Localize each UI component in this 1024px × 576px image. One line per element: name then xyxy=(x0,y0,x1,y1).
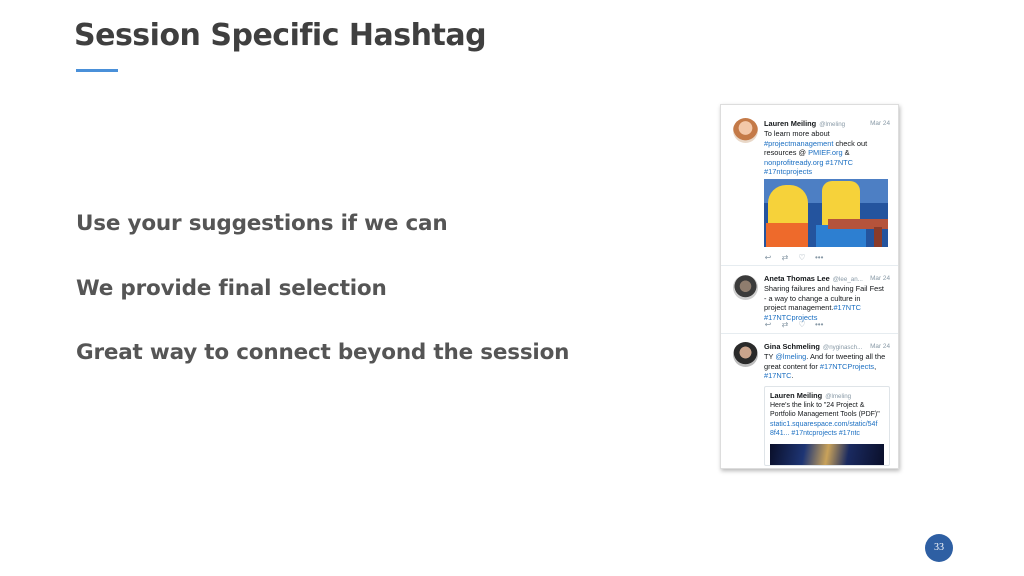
tweet-actions xyxy=(764,321,823,329)
tweet-link: #17ntc xyxy=(838,430,860,437)
avatar xyxy=(733,118,758,143)
cartoon-girl-dress xyxy=(766,223,808,247)
tweet-body xyxy=(764,119,890,247)
bullet-item: Great way to connect beyond the session xyxy=(76,340,570,365)
more-icon: ••• xyxy=(815,320,824,329)
author-handle: @nyginasch... xyxy=(822,344,863,351)
quoted-author-handle: @lmeling xyxy=(825,392,852,400)
tweet-text-line xyxy=(764,129,890,139)
author-name: Gina Schmeling xyxy=(764,342,820,351)
tweet-text xyxy=(764,284,890,322)
cartoon-table-leg xyxy=(874,227,882,247)
avatar xyxy=(733,275,758,300)
tweet-text-segment: resources @ xyxy=(764,148,809,158)
bullet-item: We provide final selection xyxy=(76,275,387,301)
bullet-list xyxy=(76,206,569,400)
tweet-text-line xyxy=(770,410,884,419)
tweet-text-line xyxy=(764,167,890,177)
tweet-text-segment: , xyxy=(874,361,877,371)
tweet-link: #17NTC xyxy=(833,303,861,313)
tweet-text-line xyxy=(764,158,890,168)
tweet-date: Mar 24 xyxy=(870,275,890,282)
tweet-text-line xyxy=(770,420,884,429)
quoted-tweet xyxy=(764,386,890,466)
tweet-text-line xyxy=(770,429,884,438)
retweet-icon: ⇄ xyxy=(781,253,789,262)
tweet-text-line xyxy=(764,352,890,362)
retweet-icon: ⇄ xyxy=(781,320,789,329)
author-name: Aneta Thomas Lee xyxy=(764,274,830,283)
tweet-body xyxy=(764,342,890,466)
tweet-actions xyxy=(764,254,823,262)
tweet-link: PMIEF.org xyxy=(808,148,843,158)
tweet-text-line xyxy=(764,362,890,372)
tweet-link: static1.squarespace.com/static/54f xyxy=(770,420,878,428)
author-handle: @lmeling xyxy=(819,121,846,128)
tweet-header xyxy=(764,342,890,352)
slide-title: Session Specific Hashtag xyxy=(74,18,487,53)
tweet-text-line xyxy=(764,139,890,149)
tweet-date: Mar 24 xyxy=(870,120,890,127)
like-icon: ♡ xyxy=(798,320,806,329)
author-handle: @lee_an... xyxy=(832,276,863,283)
tweet-text-segment: - a way to change a culture in xyxy=(764,293,861,303)
tweet-text-segment: Here's the link to "24 Project & xyxy=(770,401,865,409)
tweet-text-segment: TY xyxy=(764,352,776,361)
reply-icon: ↩ xyxy=(764,253,772,262)
tweet-link: #17NTC xyxy=(825,157,854,167)
reply-icon: ↩ xyxy=(764,320,772,329)
tweet-text xyxy=(764,352,890,381)
author-name: Lauren Meiling xyxy=(764,119,817,128)
more-icon: ••• xyxy=(815,253,824,262)
quoted-author-name: Lauren Meiling xyxy=(770,390,823,400)
tweet-screenshot xyxy=(720,104,899,469)
quoted-tweet-image xyxy=(770,444,884,466)
page-number: 33 xyxy=(925,534,953,562)
tweet-header xyxy=(764,119,890,129)
tweet-text-segment: great content for xyxy=(764,361,820,371)
tweet-text-segment: . And for tweeting all the xyxy=(806,352,886,361)
tweet-link: nonprofitready.org xyxy=(764,157,824,167)
tweet-link: #17ntcprojects xyxy=(764,167,813,177)
tweet-text-segment: project management. xyxy=(764,303,834,313)
tweet-link: 8f41... xyxy=(770,430,792,437)
tweet-text-segment: & xyxy=(842,148,850,158)
tweet xyxy=(721,266,898,334)
tweet-link: #17ntcprojects xyxy=(791,430,837,437)
avatar xyxy=(733,342,758,367)
like-icon: ♡ xyxy=(798,253,806,262)
tweet-text-segment: Portfolio Management Tools (PDF)" xyxy=(770,411,880,419)
tweet xyxy=(721,334,898,469)
tweet-link: @lmeling xyxy=(775,352,807,361)
tweet-text xyxy=(764,129,890,177)
tweet-text-line xyxy=(764,303,890,313)
tweet xyxy=(721,105,898,266)
quoted-tweet-header xyxy=(770,391,884,401)
tweet-text-line xyxy=(764,284,890,294)
tweet-link: #projectmanagement xyxy=(764,138,834,148)
tweet-text-line xyxy=(770,401,884,410)
title-underline xyxy=(76,69,118,72)
tweet-text-line xyxy=(764,148,890,158)
tweet-header xyxy=(764,274,890,284)
tweet-link: #17NTCprojects xyxy=(764,312,818,322)
tweet-text-line xyxy=(764,294,890,304)
tweet-date: Mar 24 xyxy=(870,343,890,350)
bullet-item: Use your suggestions if we can xyxy=(76,211,448,236)
tweet-text-segment: . xyxy=(791,371,794,381)
tweet-link: #17NTC xyxy=(764,371,792,381)
tweet-image xyxy=(764,179,888,247)
tweet-text-line xyxy=(764,371,890,381)
tweet-text-segment: To learn more about xyxy=(764,129,830,138)
tweet-link: #17NTCProjects xyxy=(819,361,875,371)
quoted-tweet-text xyxy=(770,401,884,439)
tweet-body xyxy=(764,274,890,322)
tweet-text-segment: check out xyxy=(833,138,868,148)
tweet-text-segment: Sharing failures and having Fail Fest xyxy=(764,284,884,293)
